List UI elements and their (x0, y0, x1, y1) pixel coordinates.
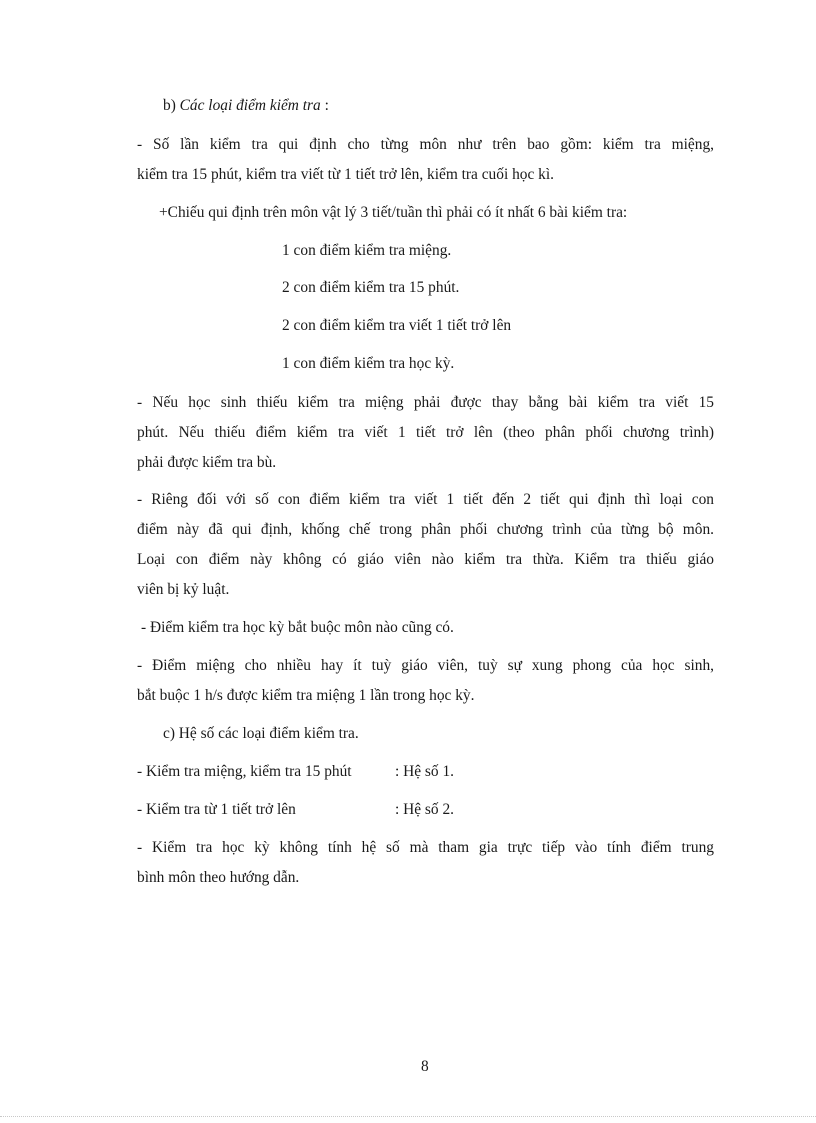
b-rule-line: +Chiếu qui định trên môn vật lý 3 tiết/tuần thì phải có ít nhất 6 bài kiểm tra: (159, 204, 628, 221)
section-b-heading (163, 96, 329, 116)
section-b-title: Các loại điểm kiểm tra (179, 97, 321, 114)
b-para3-line4: viên bị kỷ luật. (137, 581, 230, 598)
b-para5-line2: bắt buộc 1 h/s được kiểm tra miệng 1 lần trong học kỳ. (137, 687, 475, 704)
b-para1-line1: - Số lần kiểm tra qui định cho từng môn như trên bao gồm: kiểm tra miệng, (137, 136, 714, 153)
c-item1-value: : Hệ số 1. (395, 763, 454, 780)
c-para3-line1: - Kiểm tra học kỳ không tính hệ số mà tham gia trực tiếp vào tính điểm trung (137, 839, 714, 856)
b-para3-line2: điểm này đã qui định, khống chế trong phân phối chương trình của từng bộ môn. (137, 521, 714, 538)
list-item: 1 con điểm kiểm tra miệng. (282, 242, 452, 259)
b-para2-line3: phải được kiểm tra bù. (137, 454, 277, 471)
c-item1-label: - Kiểm tra miệng, kiểm tra 15 phút (137, 763, 352, 780)
b-para2-line1: - Nếu học sinh thiếu kiểm tra miệng phải được thay bằng bài kiểm tra viết 15 (137, 394, 714, 411)
c-item2-label: - Kiểm tra từ 1 tiết trở lên (137, 801, 296, 818)
b-para3-line1: - Riêng đối với số con điểm kiểm tra viết 1 tiết đến 2 tiết qui định thì loại con (137, 491, 714, 508)
page-number: 8 (421, 1058, 429, 1075)
page-bottom-divider (0, 1116, 816, 1117)
b-para5-line1: - Điểm miệng cho nhiều hay ít tuỳ giáo viên, tuỳ sự xung phong của học sinh, (137, 657, 714, 674)
c-item2-value: : Hệ số 2. (395, 801, 454, 818)
c-para3-line2: bình môn theo hướng dẫn. (137, 869, 300, 886)
b-para3-line3: Loại con điểm này không có giáo viên nào kiểm tra thừa. Kiểm tra thiếu giáo (137, 551, 714, 568)
list-item: 1 con điểm kiểm tra học kỳ. (282, 355, 455, 372)
section-c-heading: c) Hệ số các loại điểm kiểm tra. (163, 725, 359, 742)
b-para4: - Điểm kiểm tra học kỳ bắt buộc môn nào cũng có. (141, 619, 454, 636)
b-para2-line2: phút. Nếu thiếu điểm kiểm tra viết 1 tiết trở lên (theo phân phối chương trình) (137, 424, 714, 441)
section-b-suffix: : (320, 97, 329, 114)
list-item: 2 con điểm kiểm tra viết 1 tiết trở lên (282, 317, 512, 334)
b-para1-line2: kiểm tra 15 phút, kiểm tra viết từ 1 tiết trở lên, kiểm tra cuối học kì. (137, 166, 554, 183)
section-b-prefix: b) (163, 97, 180, 114)
list-item: 2 con điểm kiểm tra 15 phút. (282, 279, 460, 296)
